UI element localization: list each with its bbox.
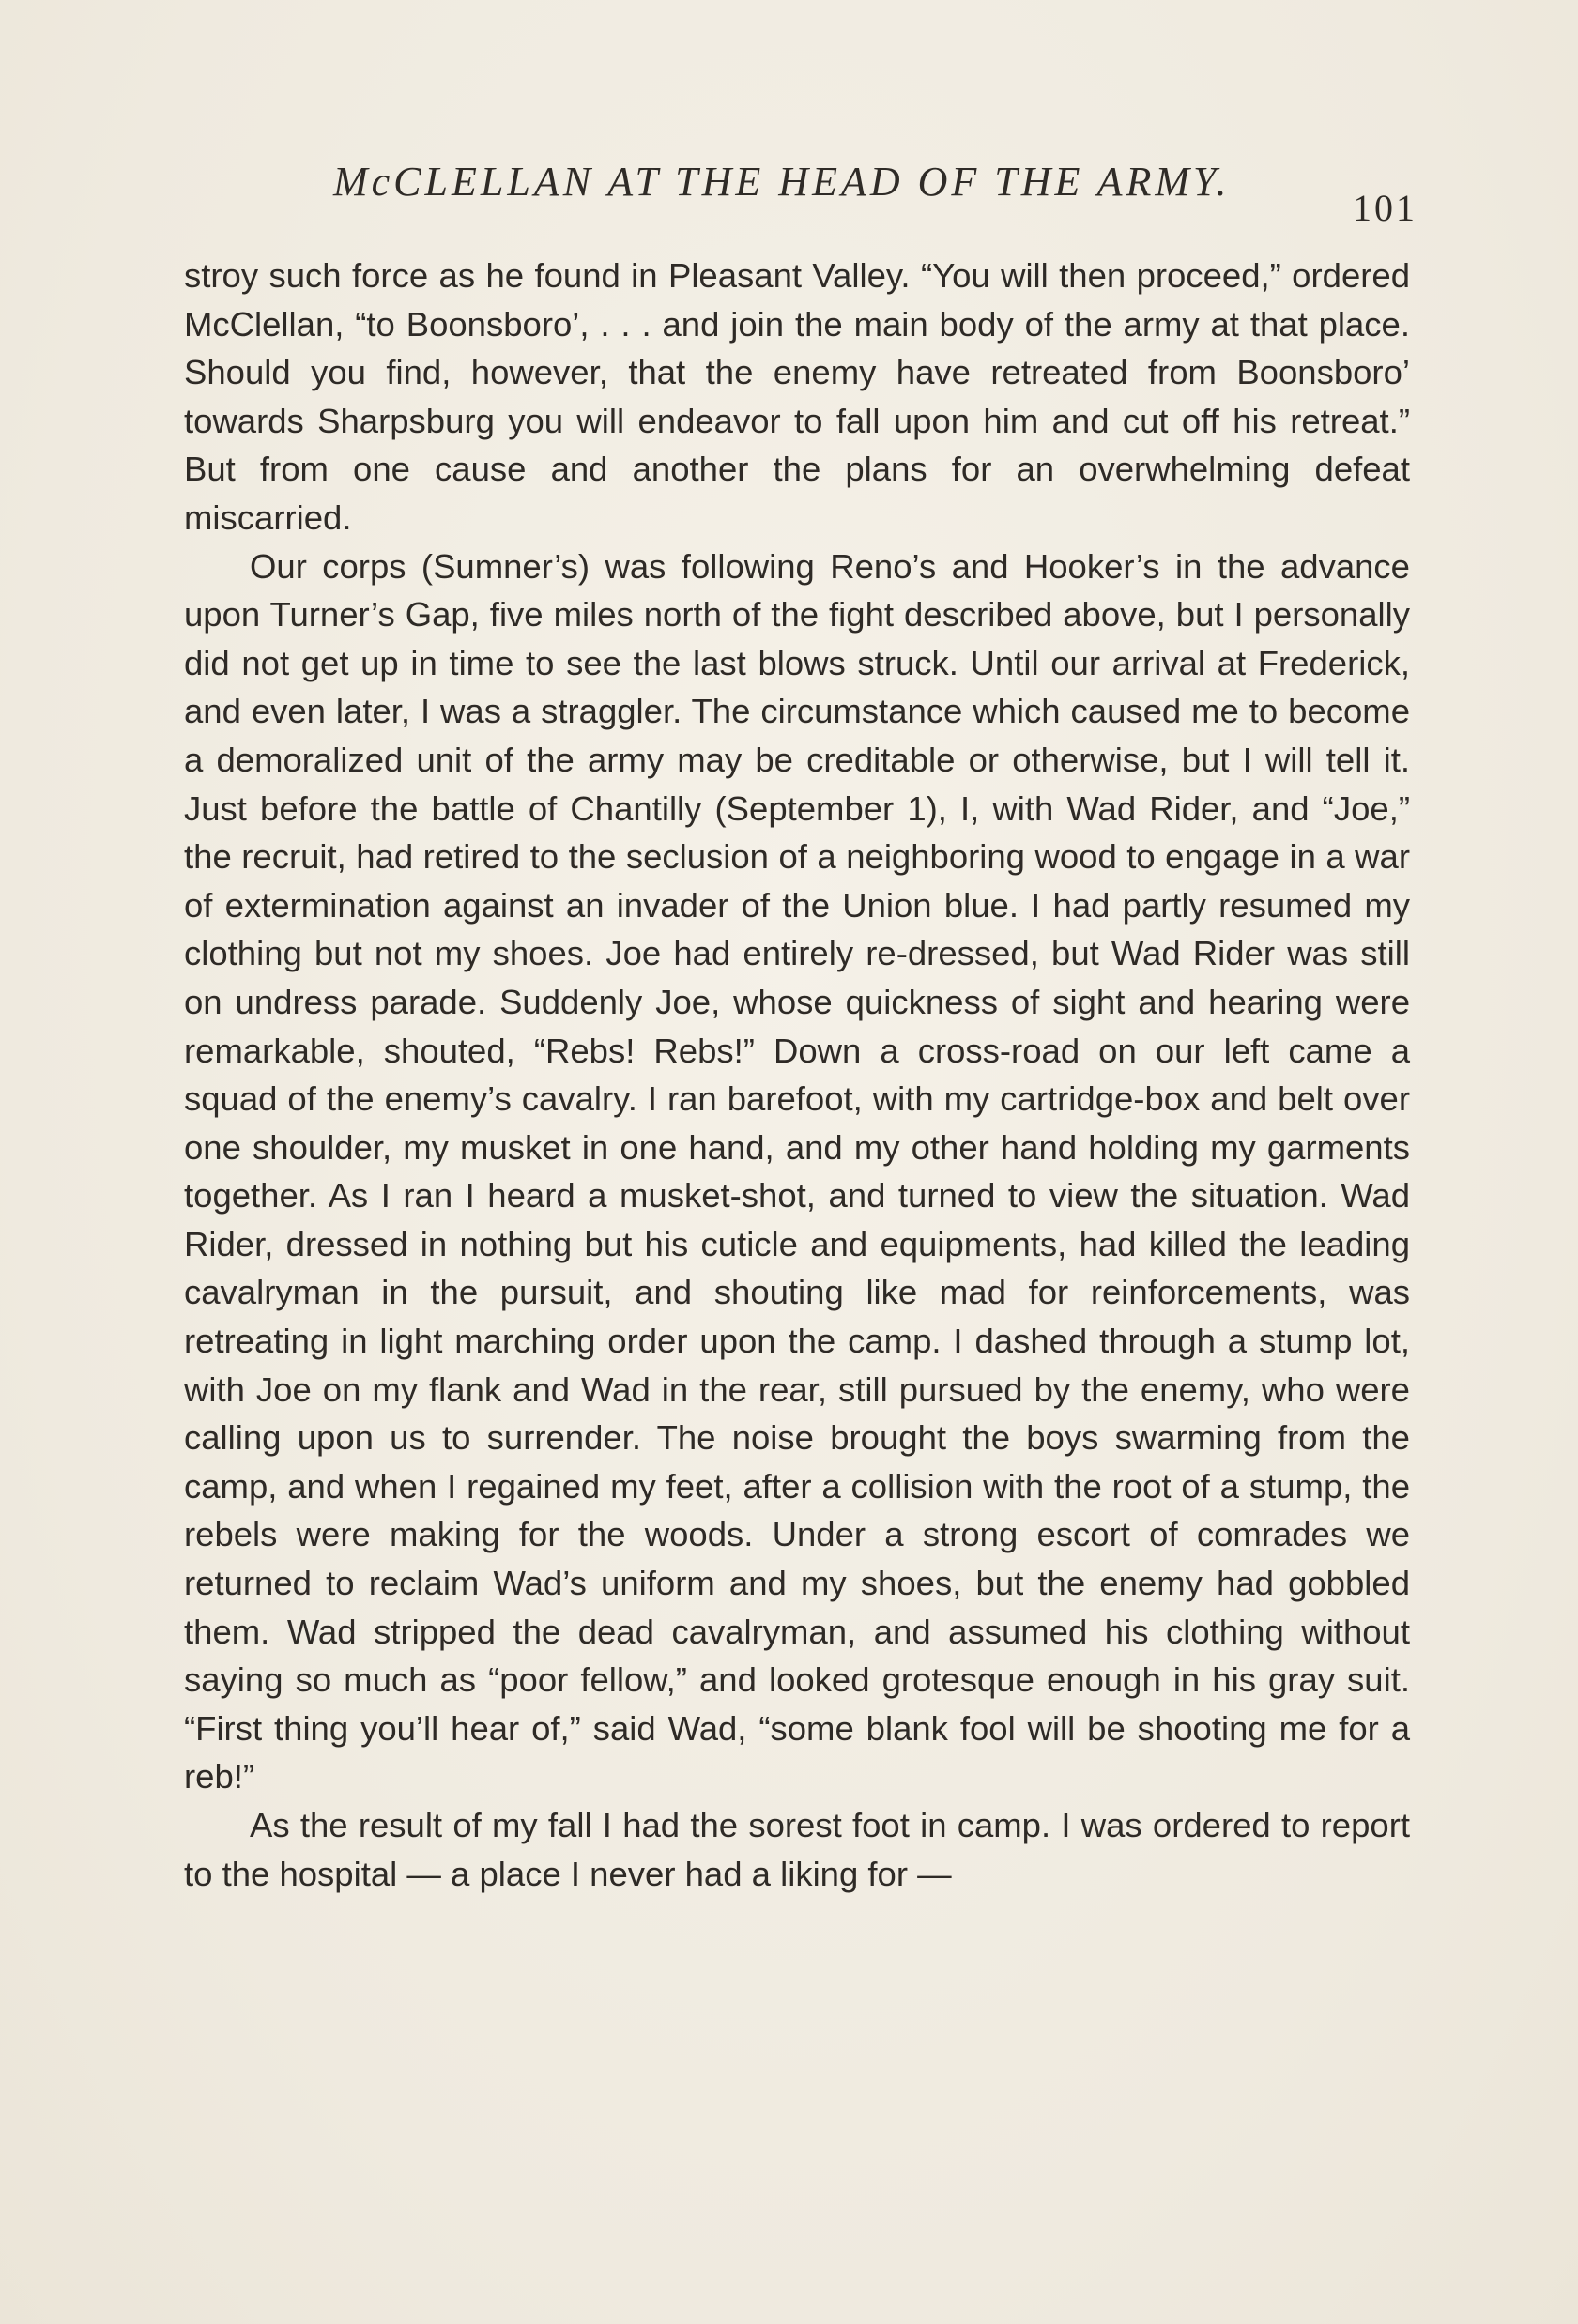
page-header [178, 158, 1417, 233]
running-head: McCLELLAN AT THE HEAD OF THE ARMY. [333, 159, 1231, 205]
paragraph-hospital: As the result of my fall I had the sorest foot in camp. I was ordered to report to the hospital — a place I never had a liking for — [184, 1806, 1410, 1893]
paragraph-continued: stroy such force as he found in Pleasant Valley. “You will then proceed,” ordered McClellan, “to Boonsboro’, . . . and join the main body of the army at that place. Should you find, however, that the enemy have retreated from Boonsboro’ towards Sharpsburg you will endeavor to fall upon him and cut off his retreat.” But from one cause and another the plans for an overwhelming defeat miscarried. [184, 256, 1410, 537]
body-text [184, 252, 1410, 1898]
page-number: 101 [1353, 187, 1417, 229]
paragraph-chantilly-story: Our corps (Sumner’s) was following Reno’s and Hooker’s in the advance upon Turner’s Gap, five miles north of the fight described above, but I personally did not get up in time to see the last blows struck. Until our arrival at Frederick, and even later, I was a straggler. The circumstance which caused me to become a demoralized unit of the army may be creditable or otherwise, but I will tell it. Just before the battle of Chantilly (September 1), I, with Wad Rider, and “Joe,” the recruit, had retired to the seclusion of a neighboring wood to engage in a war of extermination against an invader of the Union blue. I had partly resumed my clothing but not my shoes. Joe had entirely re-dressed, but Wad Rider was still on undress parade. Suddenly Joe, whose quickness of sight and hearing were remarkable, shouted, “Rebs! Rebs!” Down a cross-road on our left came a squad of the enemy’s cavalry. I ran barefoot, with my cartridge-box and belt over one shoulder, my musket in one hand, and my other hand holding my garments together. As I ran I heard a musket-shot, and turned to view the situation. Wad Rider, dressed in nothing but his cuticle and equipments, had killed the leading cavalryman in the pursuit, and shouting like mad for reinforcements, was retreating in light marching order upon the camp. I dashed through a stump lot, with Joe on my flank and Wad in the rear, still pursued by the enemy, who were calling upon us to surrender. The noise brought the boys swarming from the camp, and when I regained my feet, after a collision with the root of a stump, the rebels were making for the woods. Under a strong escort of comrades we returned to reclaim Wad’s uniform and my shoes, but the enemy had gobbled them. Wad stripped the dead cavalryman, and assumed his clothing without saying so much as “poor fellow,” and looked grotesque enough in his gray suit. “First thing you’ll hear of,” said Wad, “some blank fool will be shooting me for a reb!” [184, 546, 1410, 1797]
